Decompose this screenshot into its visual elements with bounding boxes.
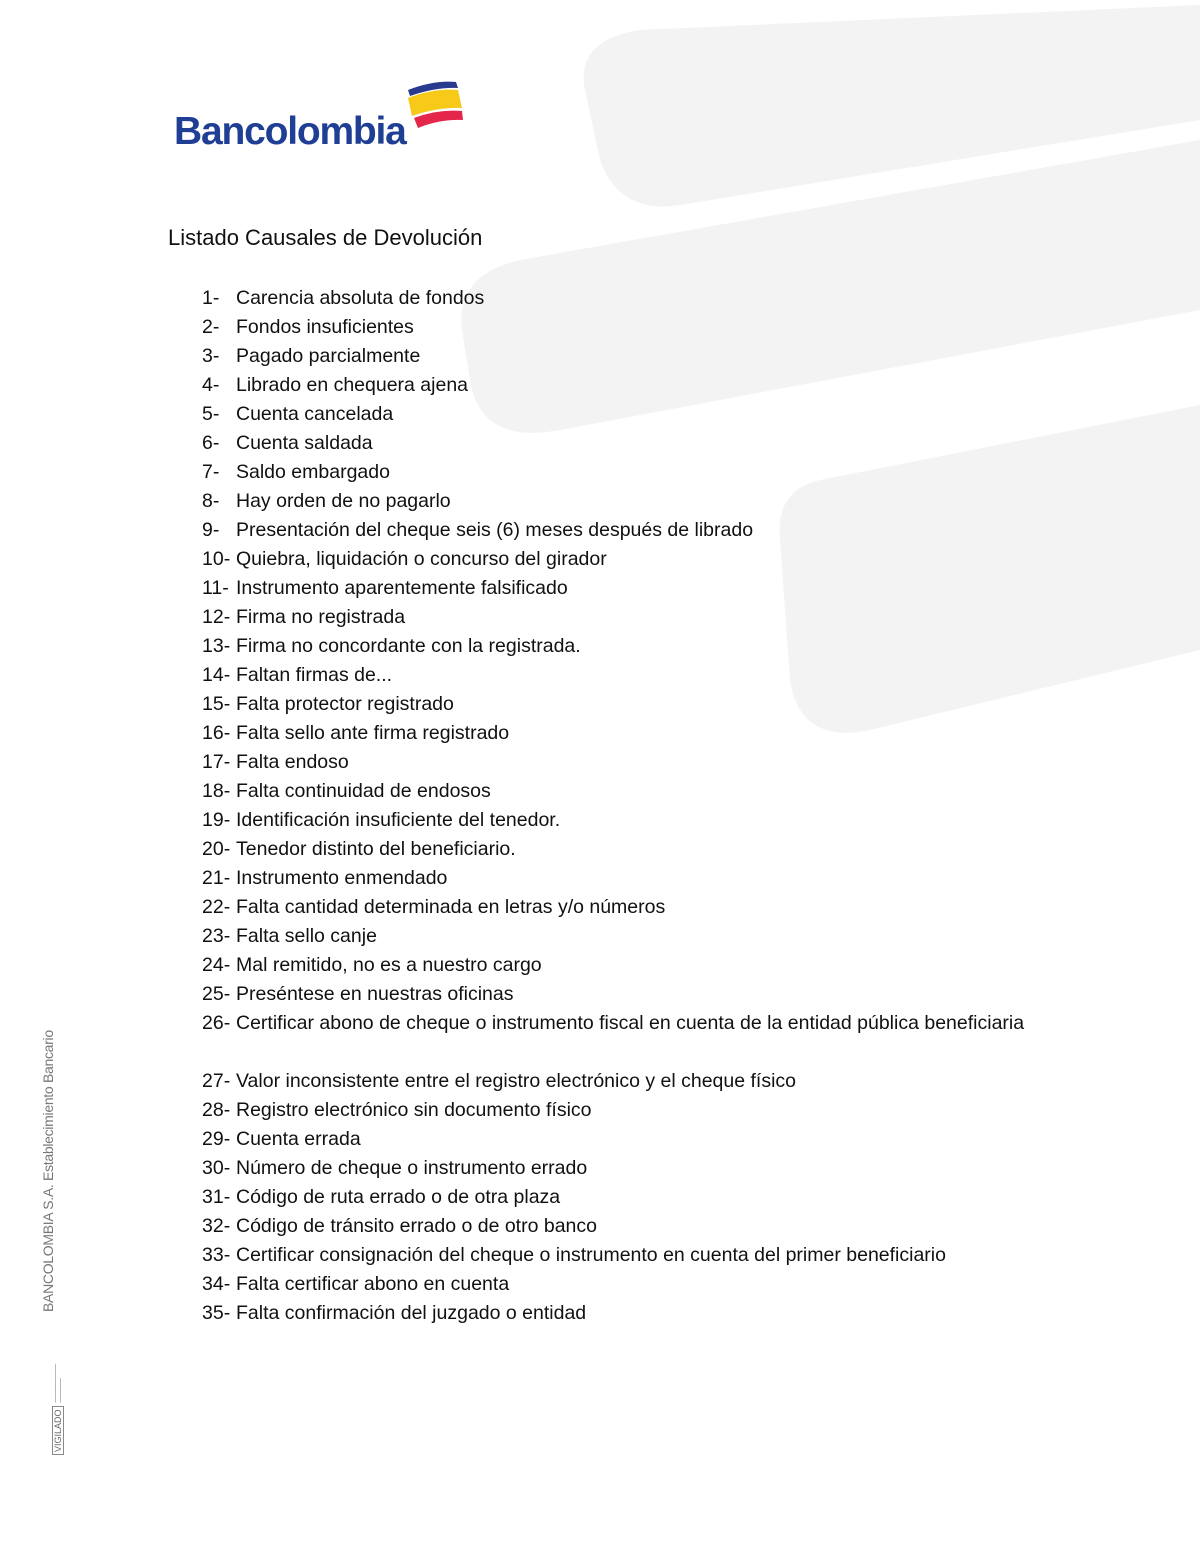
item-text: Instrumento aparentemente falsificado xyxy=(236,577,568,599)
page-title: Listado Causales de Devolución xyxy=(168,225,483,250)
item-number: 21- xyxy=(202,867,231,889)
item-text: Instrumento enmendado xyxy=(236,867,448,889)
list-item xyxy=(202,1154,1026,1183)
list-item xyxy=(202,1241,1026,1270)
item-text: Preséntese en nuestras oficinas xyxy=(236,983,514,1005)
item-number: 20- xyxy=(202,838,231,860)
legal-vertical-text: BANCOLOMBIA S.A. Establecimiento Bancario xyxy=(40,1030,56,1312)
list-item xyxy=(202,1009,1026,1067)
list-item xyxy=(202,429,1026,458)
item-number: 11- xyxy=(202,577,229,599)
item-text: Falta cantidad determinada en letras y/o números xyxy=(236,896,666,918)
item-number: 34- xyxy=(202,1273,231,1295)
item-text: Falta confirmación del juzgado o entidad xyxy=(236,1302,587,1324)
list-item xyxy=(202,1096,1026,1125)
list-item xyxy=(202,1067,1026,1096)
item-number: 33- xyxy=(202,1244,231,1266)
item-text: Hay orden de no pagarlo xyxy=(236,490,451,512)
item-text: Cuenta cancelada xyxy=(236,403,394,425)
list-item xyxy=(202,980,1026,1009)
item-text: Código de ruta errado o de otra plaza xyxy=(236,1186,561,1208)
item-text: Carencia absoluta de fondos xyxy=(236,287,485,309)
item-text: Falta protector registrado xyxy=(236,693,454,715)
item-text: Registro electrónico sin documento físico xyxy=(236,1099,592,1121)
list-item xyxy=(202,748,1026,777)
item-number: 4- xyxy=(202,374,220,396)
list-item xyxy=(202,1183,1026,1212)
list-item xyxy=(202,806,1026,835)
item-text: Falta continuidad de endosos xyxy=(236,780,491,802)
list-item xyxy=(202,342,1026,371)
list-item xyxy=(202,1212,1026,1241)
item-text: Identificación insuficiente del tenedor. xyxy=(236,809,561,831)
list-item xyxy=(202,1125,1026,1154)
item-text: Código de tránsito errado o de otro banco xyxy=(236,1215,597,1237)
item-number: 7- xyxy=(202,461,220,483)
item-number: 31- xyxy=(202,1186,231,1208)
list-item xyxy=(202,284,1026,313)
list-item xyxy=(202,864,1026,893)
item-number: 26- xyxy=(202,1012,231,1034)
item-text: Certificar consignación del cheque o instrumento en cuenta del primer beneficiario xyxy=(236,1244,946,1266)
item-number: 17- xyxy=(202,751,231,773)
item-text: Quiebra, liquidación o concurso del girador xyxy=(236,548,607,570)
item-text: Librado en chequera ajena xyxy=(236,374,469,396)
list-item xyxy=(202,951,1026,980)
vigilado-label: VIGILADO xyxy=(52,1406,64,1455)
item-number: 23- xyxy=(202,925,231,947)
item-text: Cuenta errada xyxy=(236,1128,361,1150)
list-item xyxy=(202,313,1026,342)
list-item xyxy=(202,516,1026,545)
item-text: Falta sello canje xyxy=(236,925,377,947)
item-number: 5- xyxy=(202,403,220,425)
item-text: Firma no concordante con la registrada. xyxy=(236,635,581,657)
item-text: Saldo embargado xyxy=(236,461,390,483)
item-number: 15- xyxy=(202,693,231,715)
item-number: 16- xyxy=(202,722,231,744)
item-text: Mal remitido, no es a nuestro cargo xyxy=(236,954,542,976)
list-item xyxy=(202,574,1026,603)
item-number: 25- xyxy=(202,983,231,1005)
bancolombia-logo xyxy=(168,72,478,162)
item-number: 32- xyxy=(202,1215,231,1237)
item-text: Presentación del cheque seis (6) meses después de librado xyxy=(236,519,754,541)
item-text: Falta sello ante firma registrado xyxy=(236,722,510,744)
list-item xyxy=(202,835,1026,864)
item-text: Falta endoso xyxy=(236,751,349,773)
item-number: 12- xyxy=(202,606,231,628)
item-number: 1- xyxy=(202,287,220,309)
item-number: 8- xyxy=(202,490,220,512)
item-number: 6- xyxy=(202,432,220,454)
list-item xyxy=(202,922,1026,951)
item-text: Faltan firmas de... xyxy=(236,664,393,686)
list-item xyxy=(202,1299,1026,1328)
item-text: Firma no registrada xyxy=(236,606,406,628)
vigilado-badge xyxy=(52,1332,64,1455)
item-text: Pagado parcialmente xyxy=(236,345,421,367)
item-number: 2- xyxy=(202,316,220,338)
item-number: 13- xyxy=(202,635,231,657)
item-number: 27- xyxy=(202,1070,231,1092)
list-item xyxy=(202,661,1026,690)
item-text: Valor inconsistente entre el registro electrónico y el cheque físico xyxy=(236,1070,797,1092)
list-item xyxy=(202,400,1026,429)
list-item xyxy=(202,545,1026,574)
item-number: 18- xyxy=(202,780,231,802)
list-item xyxy=(202,487,1026,516)
list-item xyxy=(202,719,1026,748)
item-number: 3- xyxy=(202,345,220,367)
list-item xyxy=(202,690,1026,719)
item-number: 30- xyxy=(202,1157,231,1179)
item-number: 29- xyxy=(202,1128,231,1150)
logo-flag-icon xyxy=(406,76,466,136)
list-item xyxy=(202,603,1026,632)
supervisor-logo-icon: ━━━━━━━━━━━━━━━━ ━━━━━━━━━━ xyxy=(53,1363,63,1403)
item-text: Falta certificar abono en cuenta xyxy=(236,1273,510,1295)
list-item xyxy=(202,777,1026,806)
item-text: Tenedor distinto del beneficiario. xyxy=(236,838,516,860)
item-number: 19- xyxy=(202,809,231,831)
item-number: 22- xyxy=(202,896,231,918)
causales-list xyxy=(202,284,1026,1328)
list-item xyxy=(202,1270,1026,1299)
logo-wordmark: Bancolombia xyxy=(174,110,406,153)
item-number: 24- xyxy=(202,954,231,976)
item-text: Cuenta saldada xyxy=(236,432,373,454)
list-item xyxy=(202,371,1026,400)
item-text: Número de cheque o instrumento errado xyxy=(236,1157,588,1179)
item-text: Certificar abono de cheque o instrumento fiscal en cuenta de la entidad pública beneficiaria xyxy=(236,1012,1025,1034)
list-item xyxy=(202,632,1026,661)
item-number: 14- xyxy=(202,664,231,686)
item-number: 9- xyxy=(202,519,220,541)
list-item xyxy=(202,458,1026,487)
item-number: 28- xyxy=(202,1099,231,1121)
item-number: 10- xyxy=(202,548,231,570)
item-number: 35- xyxy=(202,1302,231,1324)
item-text: Fondos insuficientes xyxy=(236,316,414,338)
list-item xyxy=(202,893,1026,922)
